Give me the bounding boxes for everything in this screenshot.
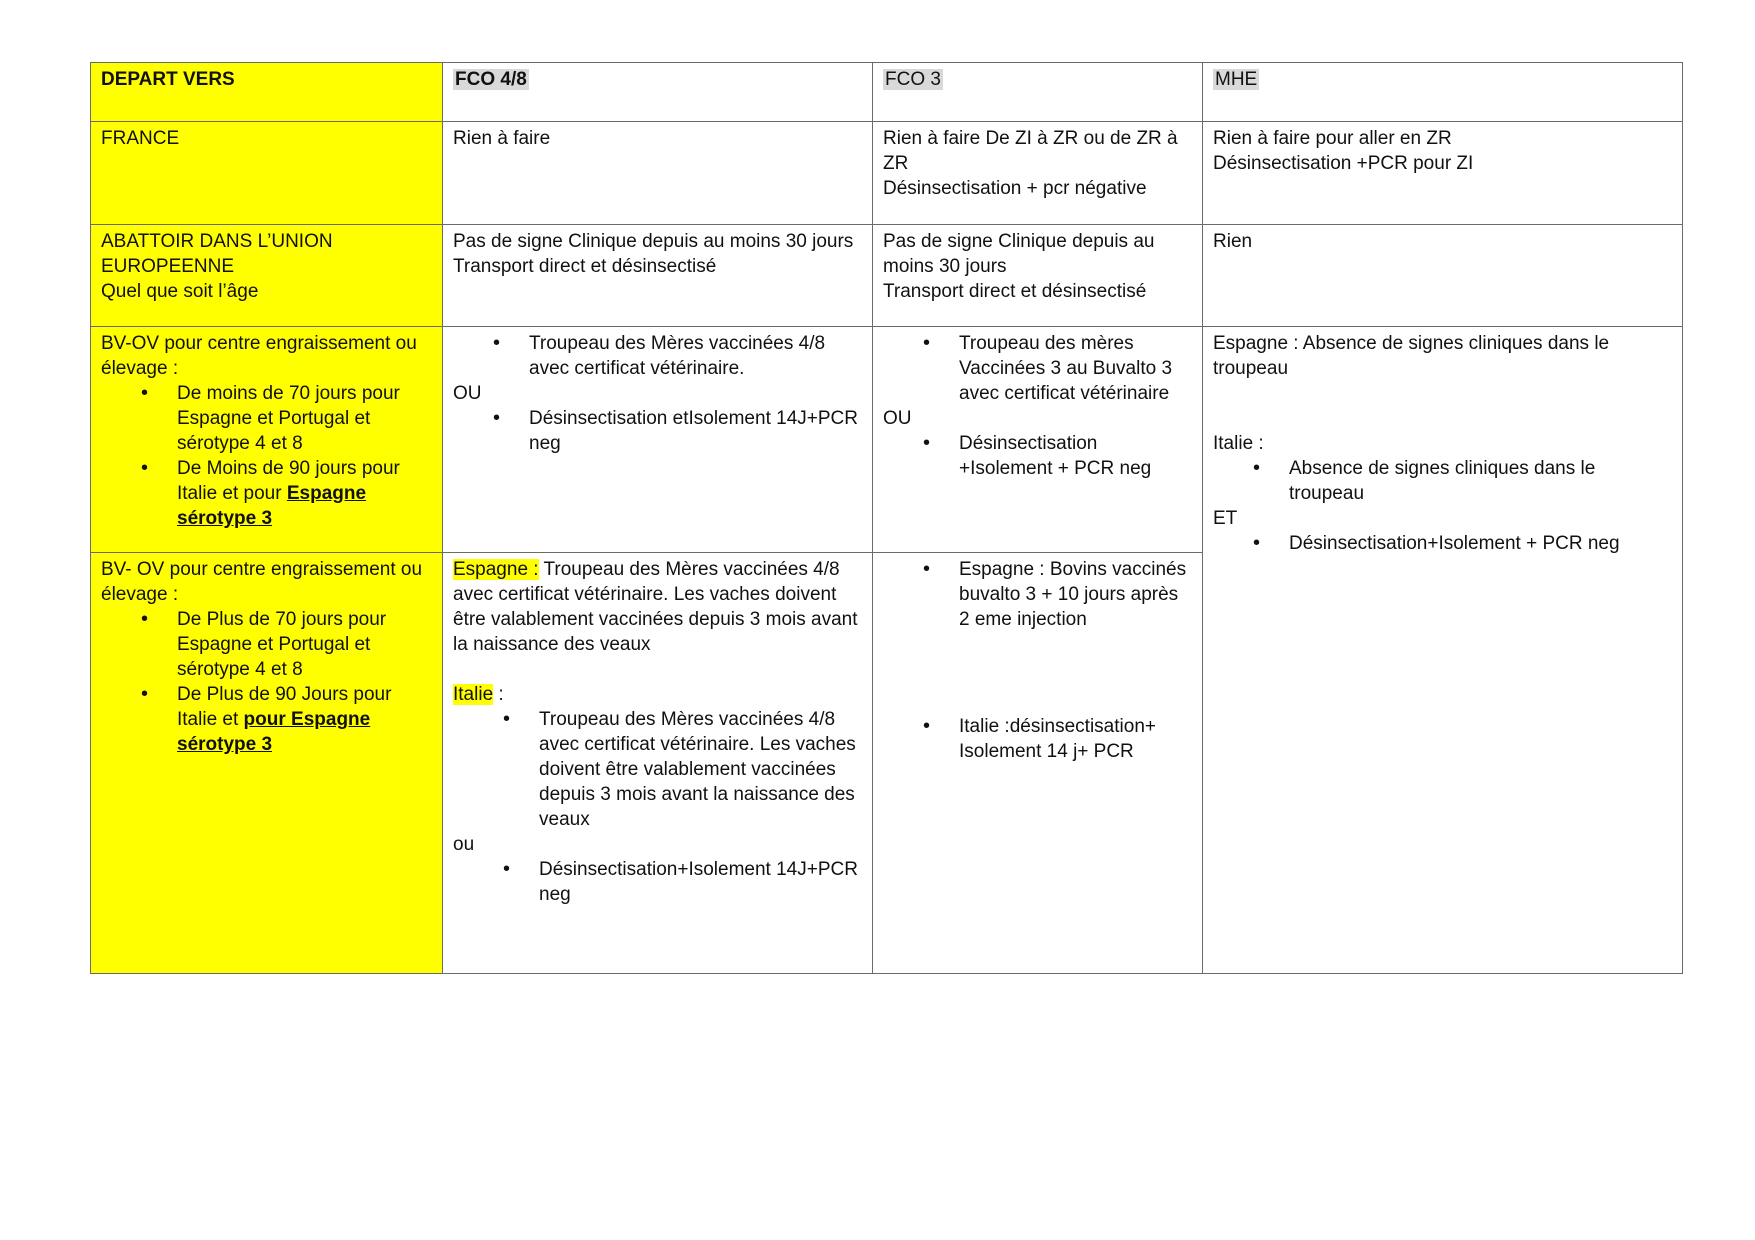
header-cell-mhe	[1203, 63, 1683, 122]
header-cell-fco48	[443, 63, 873, 122]
row-older-fco48-italy	[453, 682, 862, 707]
row-young-fco3-list2	[883, 431, 1192, 481]
row-older-fco48-spain	[453, 557, 862, 657]
row-young-label-intro: BV-OV pour centre engraissement ou élevage :	[101, 333, 417, 379]
row-abattoir-label-line2: Quel que soit l’âge	[101, 281, 259, 302]
row-abattoir-fco48-line1: Pas de signe Clinique depuis au moins 30 jours	[453, 231, 854, 252]
row-older-label-intro: BV- OV pour centre engraissement ou élevage :	[101, 559, 423, 605]
row-abattoir-label-cell	[91, 225, 443, 327]
row-france-fco48-cell	[443, 122, 873, 225]
header-mhe: MHE	[1215, 69, 1258, 90]
row-older-fco48-list2	[453, 857, 862, 907]
row-older-fco48-italy-bullet1: • Troupeau des Mères vaccinées 4/8 avec certificat vétérinaire. Les vaches doivent être valablement vaccinées depuis 3 mois avant la naissance des veaux	[539, 707, 862, 832]
row-older-label-list	[101, 607, 432, 757]
row-young-fco3-bullet1: • Troupeau des mères Vaccinées 3 au Buvalto 3 avec certificat vétérinaire	[959, 331, 1192, 406]
row-france	[91, 122, 1683, 225]
row-young-fco3-bullet2: • Désinsectisation +Isolement + PCR neg	[959, 431, 1192, 481]
row-abattoir	[91, 225, 1683, 327]
row-older-fco3-list1	[883, 557, 1192, 632]
header-depart-vers: DEPART VERS	[101, 69, 235, 90]
row-young-bullet2-underlined: Espagne sérotype 3	[177, 483, 367, 529]
row-older-fco48-italy-colon: :	[493, 684, 504, 705]
row-abattoir-fco3-cell	[873, 225, 1203, 327]
row-young-fco3-or: OU	[883, 408, 912, 429]
row-abattoir-fco3-line1: Pas de signe Clinique depuis au moins 30 jours	[883, 231, 1155, 277]
mhe-italy-list2	[1213, 531, 1672, 556]
mhe-spain: Espagne : Absence de signes cliniques dans le troupeau	[1213, 333, 1610, 379]
row-france-fco3-cell	[873, 122, 1203, 225]
row-abattoir-fco3-line2: Transport direct et désinsectisé	[883, 281, 1147, 302]
row-abattoir-mhe: Rien	[1213, 231, 1253, 252]
row-young-fco48-bullet2: • Désinsectisation etIsolement 14J+PCR neg	[529, 406, 862, 456]
row-older-fco48-italy-label: Italie	[453, 684, 494, 705]
row-france-mhe-cell	[1203, 122, 1683, 225]
mhe-italy-label: Italie :	[1213, 433, 1264, 454]
row-young-fco48-list1	[453, 331, 862, 381]
mhe-italy-bullet2: • Désinsectisation+Isolement + PCR neg	[1289, 531, 1672, 556]
header-row	[91, 63, 1683, 122]
row-france-label: FRANCE	[101, 128, 180, 149]
row-older-label-bullet2	[177, 682, 432, 757]
header-cell-depart	[91, 63, 443, 122]
row-france-mhe-line2: Désinsectisation +PCR pour ZI	[1213, 153, 1474, 174]
mhe-italy-bullet1: • Absence de signes cliniques dans le troupeau	[1289, 456, 1672, 506]
row-older-bullet2-underlined: pour Espagne sérotype 3	[177, 709, 371, 755]
row-young	[91, 327, 1683, 553]
row-young-label-cell	[91, 327, 443, 553]
row-france-fco48: Rien à faire	[453, 128, 551, 149]
row-older-fco3-bullet2: • Italie :désinsectisation+ Isolement 14 j+ PCR	[959, 714, 1192, 764]
row-older-fco48-or: ou	[453, 834, 475, 855]
regulation-table	[90, 62, 1683, 974]
row-young-fco3-list1	[883, 331, 1192, 406]
row-young-bullet2-prefix: De Moins de 90 jours pour Italie et pour	[177, 458, 400, 504]
row-abattoir-label-line1: ABATTOIR DANS L’UNION EUROPEENNE	[101, 231, 333, 277]
row-young-fco48-or: OU	[453, 383, 482, 404]
row-older-fco48-cell	[443, 553, 873, 974]
row-older-fco48-italy-bullet2: • Désinsectisation+Isolement 14J+PCR neg	[539, 857, 862, 907]
header-fco48: FCO 4/8	[455, 69, 527, 90]
header-cell-fco3	[873, 63, 1203, 122]
row-france-fco3-line2: Désinsectisation + pcr négative	[883, 178, 1147, 199]
row-young-label-list	[101, 381, 432, 531]
row-older-bullet2-prefix: De Plus de 90 Jours pour Italie et	[177, 684, 392, 730]
mhe-merged-cell	[1203, 327, 1683, 974]
row-young-label-bullet2	[177, 456, 432, 531]
row-young-fco48-cell	[443, 327, 873, 553]
header-fco3: FCO 3	[885, 69, 941, 90]
row-older-fco3-cell	[873, 553, 1203, 974]
row-france-fco3-line1: Rien à faire De ZI à ZR ou de ZR à ZR	[883, 128, 1178, 174]
row-older-fco3-list2	[883, 714, 1192, 764]
row-older-fco48-spain-text: Troupeau des Mères vaccinées 4/8 avec certificat vétérinaire. Les vaches doivent être valablement vaccinées depuis 3 mois avant la naissance des veaux	[453, 559, 858, 655]
row-older-fco48-list1	[453, 707, 862, 832]
row-young-label-bullet1: • De moins de 70 jours pour Espagne et Portugal et sérotype 4 et 8	[177, 381, 432, 456]
row-young-fco3-cell	[873, 327, 1203, 553]
row-older-label-cell	[91, 553, 443, 974]
mhe-and: ET	[1213, 508, 1238, 529]
row-abattoir-fco48-line2: Transport direct et désinsectisé	[453, 256, 717, 277]
row-france-label-cell	[91, 122, 443, 225]
row-abattoir-fco48-cell	[443, 225, 873, 327]
row-young-fco48-list2	[453, 406, 862, 456]
row-older-fco3-bullet1: • Espagne : Bovins vaccinés buvalto 3 + 10 jours après 2 eme injection	[959, 557, 1192, 632]
row-france-mhe-line1: Rien à faire pour aller en ZR	[1213, 128, 1452, 149]
row-older-fco48-spain-label: Espagne :	[453, 559, 539, 580]
mhe-italy-list1	[1213, 456, 1672, 506]
row-older-label-bullet1: • De Plus de 70 jours pour Espagne et Portugal et sérotype 4 et 8	[177, 607, 432, 682]
row-abattoir-mhe-cell	[1203, 225, 1683, 327]
row-young-fco48-bullet1: • Troupeau des Mères vaccinées 4/8 avec certificat vétérinaire.	[529, 331, 862, 381]
